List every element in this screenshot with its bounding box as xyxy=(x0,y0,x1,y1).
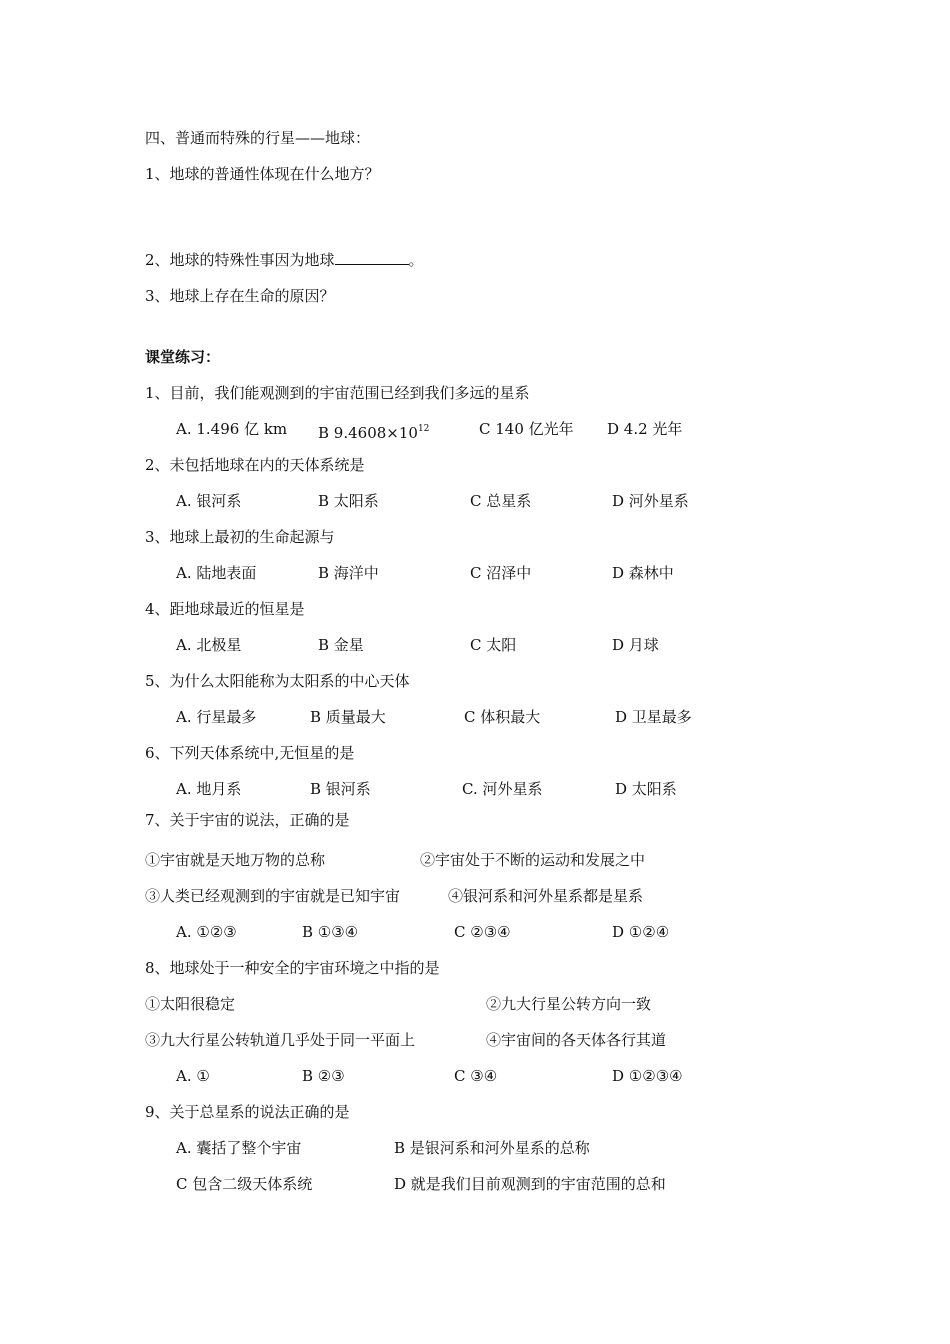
question-3-life-reason: 3、地球上存在生命的原因？ xyxy=(145,287,335,305)
q8-option-a[interactable]: A. ① xyxy=(176,1067,210,1085)
question-1-earth-ordinary: 1、地球的普通性体现在什么地方？ xyxy=(145,165,380,183)
question-2-end: 。 xyxy=(408,251,424,269)
q4-option-c[interactable]: C 太阳 xyxy=(470,636,517,654)
q5-option-c[interactable]: C 体积最大 xyxy=(464,708,541,726)
q8-option-b[interactable]: B ②③ xyxy=(302,1067,345,1085)
fill-in-blank[interactable] xyxy=(335,250,409,265)
q8-statement-1: ①太阳很稳定 xyxy=(145,995,236,1013)
practice-q3-stem: 3、地球上最初的生命起源与 xyxy=(145,528,335,546)
q7-option-c[interactable]: C ②③④ xyxy=(454,923,511,941)
q7-option-b[interactable]: B ①③④ xyxy=(302,923,359,941)
practice-q2-stem: 2、未包括地球在内的天体系统是 xyxy=(145,456,365,474)
practice-q4-stem: 4、距地球最近的恒星是 xyxy=(145,600,305,618)
q2-option-d[interactable]: D 河外星系 xyxy=(612,492,689,510)
q3-option-b[interactable]: B 海洋中 xyxy=(318,564,379,582)
q8-option-c[interactable]: C ③④ xyxy=(454,1067,498,1085)
q7-statement-4: ④银河系和河外星系都是星系 xyxy=(448,887,644,905)
q2-option-c[interactable]: C 总星系 xyxy=(470,492,532,510)
q1-option-b-exponent: 12 xyxy=(417,424,430,434)
practice-q8-stem: 8、地球处于一种安全的宇宙环境之中指的是 xyxy=(145,959,440,977)
q8-option-d[interactable]: D ①②③④ xyxy=(612,1067,683,1085)
q2-option-b[interactable]: B 太阳系 xyxy=(318,492,379,510)
q8-statement-3: ③九大行星公转轨道几乎处于同一平面上 xyxy=(145,1031,416,1049)
q3-option-a[interactable]: A. 陆地表面 xyxy=(176,564,257,582)
q6-option-a[interactable]: A. 地月系 xyxy=(176,780,242,798)
q3-option-d[interactable]: D 森林中 xyxy=(612,564,674,582)
q4-option-a[interactable]: A. 北极星 xyxy=(176,636,242,654)
q9-option-b[interactable]: B 是银河系和河外星系的总称 xyxy=(394,1139,590,1157)
practice-heading: 课堂练习： xyxy=(145,348,221,366)
q9-option-a[interactable]: A. 囊括了整个宇宙 xyxy=(176,1139,302,1157)
q1-option-c[interactable]: C 140 亿光年 xyxy=(479,420,574,438)
q2-option-a[interactable]: A. 银河系 xyxy=(176,492,242,510)
q7-statement-2: ②宇宙处于不断的运动和发展之中 xyxy=(420,851,646,869)
q7-statement-3: ③人类已经观测到的宇宙就是已知宇宙 xyxy=(145,887,401,905)
practice-q9-stem: 9、关于总星系的说法正确的是 xyxy=(145,1103,350,1121)
question-2-text: 2、地球的特殊性事因为地球 xyxy=(145,251,335,269)
q8-statement-2: ②九大行星公转方向一致 xyxy=(486,995,652,1013)
q1-option-d[interactable]: D 4.2 光年 xyxy=(607,420,683,438)
q1-option-b[interactable] xyxy=(318,419,429,443)
q9-option-d[interactable]: D 就是我们目前观测到的宇宙范围的总和 xyxy=(394,1175,666,1193)
q5-option-a[interactable]: A. 行星最多 xyxy=(176,708,257,726)
q5-option-b[interactable]: B 质量最大 xyxy=(310,708,386,726)
q3-option-c[interactable]: C 沼泽中 xyxy=(470,564,532,582)
q7-statement-1: ①宇宙就是天地万物的总称 xyxy=(145,851,326,869)
q6-option-d[interactable]: D 太阳系 xyxy=(615,780,677,798)
q7-option-a[interactable]: A. ①②③ xyxy=(176,923,237,941)
question-2-earth-special xyxy=(145,250,424,270)
practice-q5-stem: 5、为什么太阳能称为太阳系的中心天体 xyxy=(145,672,410,690)
q4-option-b[interactable]: B 金星 xyxy=(318,636,364,654)
q9-option-c[interactable]: C 包含二级天体系统 xyxy=(176,1175,313,1193)
practice-q6-stem: 6、下列天体系统中,无恒星的是 xyxy=(145,744,355,762)
q1-option-a[interactable]: A. 1.496 亿 km xyxy=(176,420,288,438)
q1-option-b-text: B 9.4608×10 xyxy=(318,424,418,442)
q7-option-d[interactable]: D ①②④ xyxy=(612,923,670,941)
q8-statement-4: ④宇宙间的各天体各行其道 xyxy=(486,1031,667,1049)
q6-option-b[interactable]: B 银河系 xyxy=(310,780,371,798)
section-title: 四、普通而特殊的行星——地球： xyxy=(145,129,371,147)
q5-option-d[interactable]: D 卫星最多 xyxy=(615,708,692,726)
q6-option-c[interactable]: C. 河外星系 xyxy=(462,780,543,798)
practice-q7-stem: 7、关于宇宙的说法，正确的是 xyxy=(145,811,350,829)
practice-q1-stem: 1、目前，我们能观测到的宇宙范围已经到我们多远的星系 xyxy=(145,384,530,402)
q4-option-d[interactable]: D 月球 xyxy=(612,636,659,654)
